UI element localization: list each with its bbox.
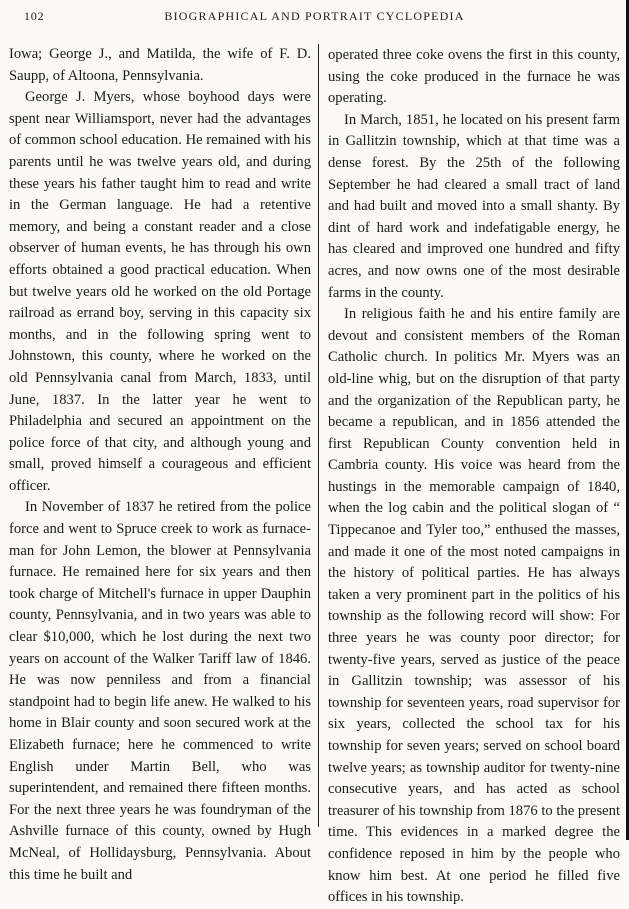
column-divider: [318, 44, 319, 827]
page-number: 102: [24, 9, 45, 23]
page-header: [8, 7, 621, 29]
paragraph: In March, 1851, he located on his present farm in Gallitzin township, which at that time was a dense forest. By the 25th of the following September he had cleared a small tract of land and had built and moved into a small shanty. By dint of hard work and indefatigable energy, he has cleared and improved one hundred and fifty acres, and now owns one of the most desirable farms in the county.: [328, 111, 620, 301]
paragraph: In November of 1837 he retired from the police force and went to Spruce creek to work as furnace-man for John Lemon, the blower at Pennsylvania furnace. He remained here for six years and then took charge of Mitchell's furnace in upper Dauphin county, Pennsylvania, and in two years was able to clear $10,000, which he lost during the next two years on account of the Walker Tariff law of 1846. He was now penniless and from a financial standpoint had to begin life anew. He walked to his home in Blair county and soon secured work at the Elizabeth furnace; here he commenced to write English under Martin Bell, who was superintendent, and remained there fifteen months. For the next three years he was foundryman of the Ashville furnace of this county, owned by Hugh McNeal, of Hollidaysburg, Pennsylvania. About this time he built and: [9, 499, 311, 883]
paragraph: Iowa; George J., and Matilda, the wife of F. D. Saupp, of Altoona, Pennsylvania.: [9, 46, 311, 84]
right-column: [328, 45, 620, 909]
paragraph: George J. Myers, whose boyhood days were spent near Williamsport, never had the advantages of common school education. He remained with his parents until he was twelve years old, and during these years his father taught him to read and write in the German language. He had a retentive memory, and being a constant reader and a close observer of human events, he has through his own efforts obtained a good practical education. When but twelve years old he worked on the old Portage railroad as errand boy, serving in this capacity six months, and in the following spring went to Johnstown, this county, where he worked on the old Pennsylvania canal from March, 1833, until June, 1837. In the latter year he went to Philadelphia and secured an appointment on the police force of that city, and although young and small, proved himself a courageous and efficient officer.: [9, 89, 311, 494]
left-column: [9, 44, 311, 886]
running-head: BIOGRAPHICAL AND PORTRAIT CYCLOPEDIA: [164, 9, 465, 23]
paragraph: In religious faith he and his entire family are devout and consistent members of the Roman Catholic church. In politics Mr. Myers was an old-line whig, but on the disruption of that party and the organization of the Republican party, he became a republican, and in 1856 attended the first Republican County convention held in Cambria county. His voice was heard from the hustings in the memorable campaign of 1840, when the log cabin and the political slogan of “ Tippecanoe and Tyler too,” enthused the masses, and made it one of the most noted campaigns in the history of political parties. He has always taken a very prominent part in the politics of his township as the following record will show: For three years he was county poor director; for twenty-five years, served as justice of the peace in Gallitzin township; was assessor of his township for seventeen years, road supervisor for six years, collected the school tax for his township for seven years; served on school board twelve years; as township auditor for twenty-nine consecutive years, and has acted as school treasurer of his township from 1876 to the present time. This evidences in a marked degree the confidence reposed in him by the people who know him best. At one period he filled five offices in his township.: [328, 306, 620, 906]
paragraph: operated three coke ovens the first in this county, using the coke produced in the furnace he was operating.: [328, 47, 620, 107]
